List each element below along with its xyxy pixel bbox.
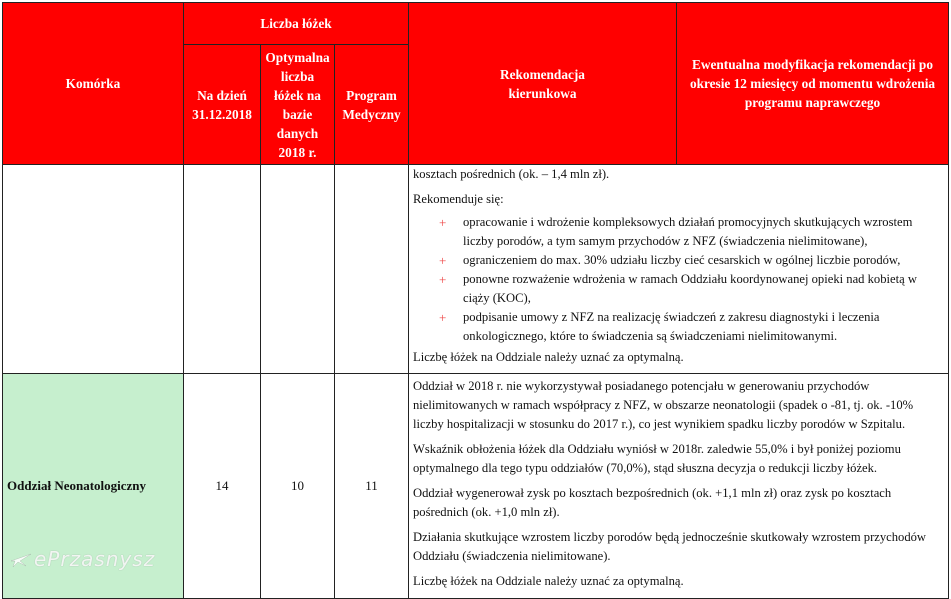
header-program: Program Medyczny — [335, 45, 409, 165]
paragraph: Liczbę łóżek na Oddziale należy uznać za optymalną. — [413, 350, 684, 364]
recommendation-table — [2, 2, 949, 599]
cell-empty — [335, 165, 409, 374]
header-modyfikacja: Ewentualna modyfikacja rekomendacji po okresie 12 miesięcy od momentu wdrożenia programu naprawczego — [677, 3, 949, 165]
list-item: + ograniczeniem do max. 30% udziału liczby cieć cesarskich w ogólnej liczbie porodów, — [439, 253, 901, 268]
header-na-dzien: Na dzień 31.12.2018 — [184, 45, 261, 165]
plus-bullet-icon: + — [439, 272, 447, 287]
recommendation-list — [413, 213, 944, 346]
paragraph: Oddział wygenerował zysk po kosztach bezpośrednich (ok. +1,1 mln zł) oraz zysk po kosztach pośrednich (ok. +1,0 mln zł). — [413, 486, 892, 519]
plus-bullet-icon: + — [439, 215, 447, 230]
header-rekomendacja: Rekomendacja kierunkowa — [409, 3, 677, 165]
beds-optimal: 10 — [261, 374, 335, 599]
recommendation-cell — [409, 165, 949, 374]
recommendation-cell — [409, 374, 949, 599]
plus-bullet-icon: + — [439, 253, 447, 268]
paragraph: Wskaźnik obłożenia łóżek dla Oddziału wyniósł w 2018r. zaledwie 55,0% i był poniżej poziomu optymalnego dla tego typu oddziałów (70,0%), stąd słuszna decyzja o redukcji liczby łóżek. — [413, 442, 901, 475]
paragraph: kosztach pośrednich (ok. – 1,4 mln zł). — [413, 167, 610, 181]
cell-empty — [261, 165, 335, 374]
header-optymalna: Optymalna liczba łóżek na bazie danych 2018 r. — [261, 45, 335, 165]
watermark — [10, 547, 155, 571]
cell-empty — [184, 165, 261, 374]
list-item: + opracowanie i wdrożenie kompleksowych działań promocyjnych skutkujących wzrostem liczby porodów, a tym samym przychodów z NFZ (świadczenia nielimitowane), — [439, 215, 913, 248]
paragraph: Działania skutkujące wzrostem liczby porodów będą jednocześnie skutkowały wzrostem przychodów Oddziału (świadczenia nielimitowane). — [413, 530, 927, 563]
header-liczba-lozek: Liczba łóżek — [184, 3, 409, 45]
list-item: + ponowne rozważenie wdrożenia w ramach Oddziału koordynowanej opieki nad kobietą w ciąży (KOC), — [439, 272, 917, 305]
paragraph: Oddział w 2018 r. nie wykorzystywał posiadanego potencjału w generowaniu przychodów nielimitowanych w ramach współpracy z NFZ, w obszarze neonatologii (spadek o -81, tj. ok. -10% liczby hospitalizacji w stosunku do 2017 r.), co jest wynikiem spadku liczby porodów w Szpitalu. — [413, 379, 914, 431]
header-komorka: Komórka — [3, 3, 184, 165]
paragraph: Liczbę łóżek na Oddziale należy uznać za optymalną. — [413, 574, 684, 588]
unit-name: Oddział Neonatologiczny — [3, 374, 184, 599]
cell-empty — [3, 165, 184, 374]
watermark-text: ePrzasnysz — [34, 547, 156, 571]
bird-logo-icon — [10, 552, 32, 568]
table-row — [3, 165, 949, 374]
beds-program: 11 — [335, 374, 409, 599]
list-item: + podpisanie umowy z NFZ na realizację świadczeń z zakresu diagnostyki i leczenia onkologicznego, które to świadczenia są świadczeniami nielimitowanymi. — [439, 310, 880, 343]
plus-bullet-icon: + — [439, 310, 447, 325]
paragraph: Rekomenduje się: — [413, 192, 504, 206]
beds-current: 14 — [184, 374, 261, 599]
